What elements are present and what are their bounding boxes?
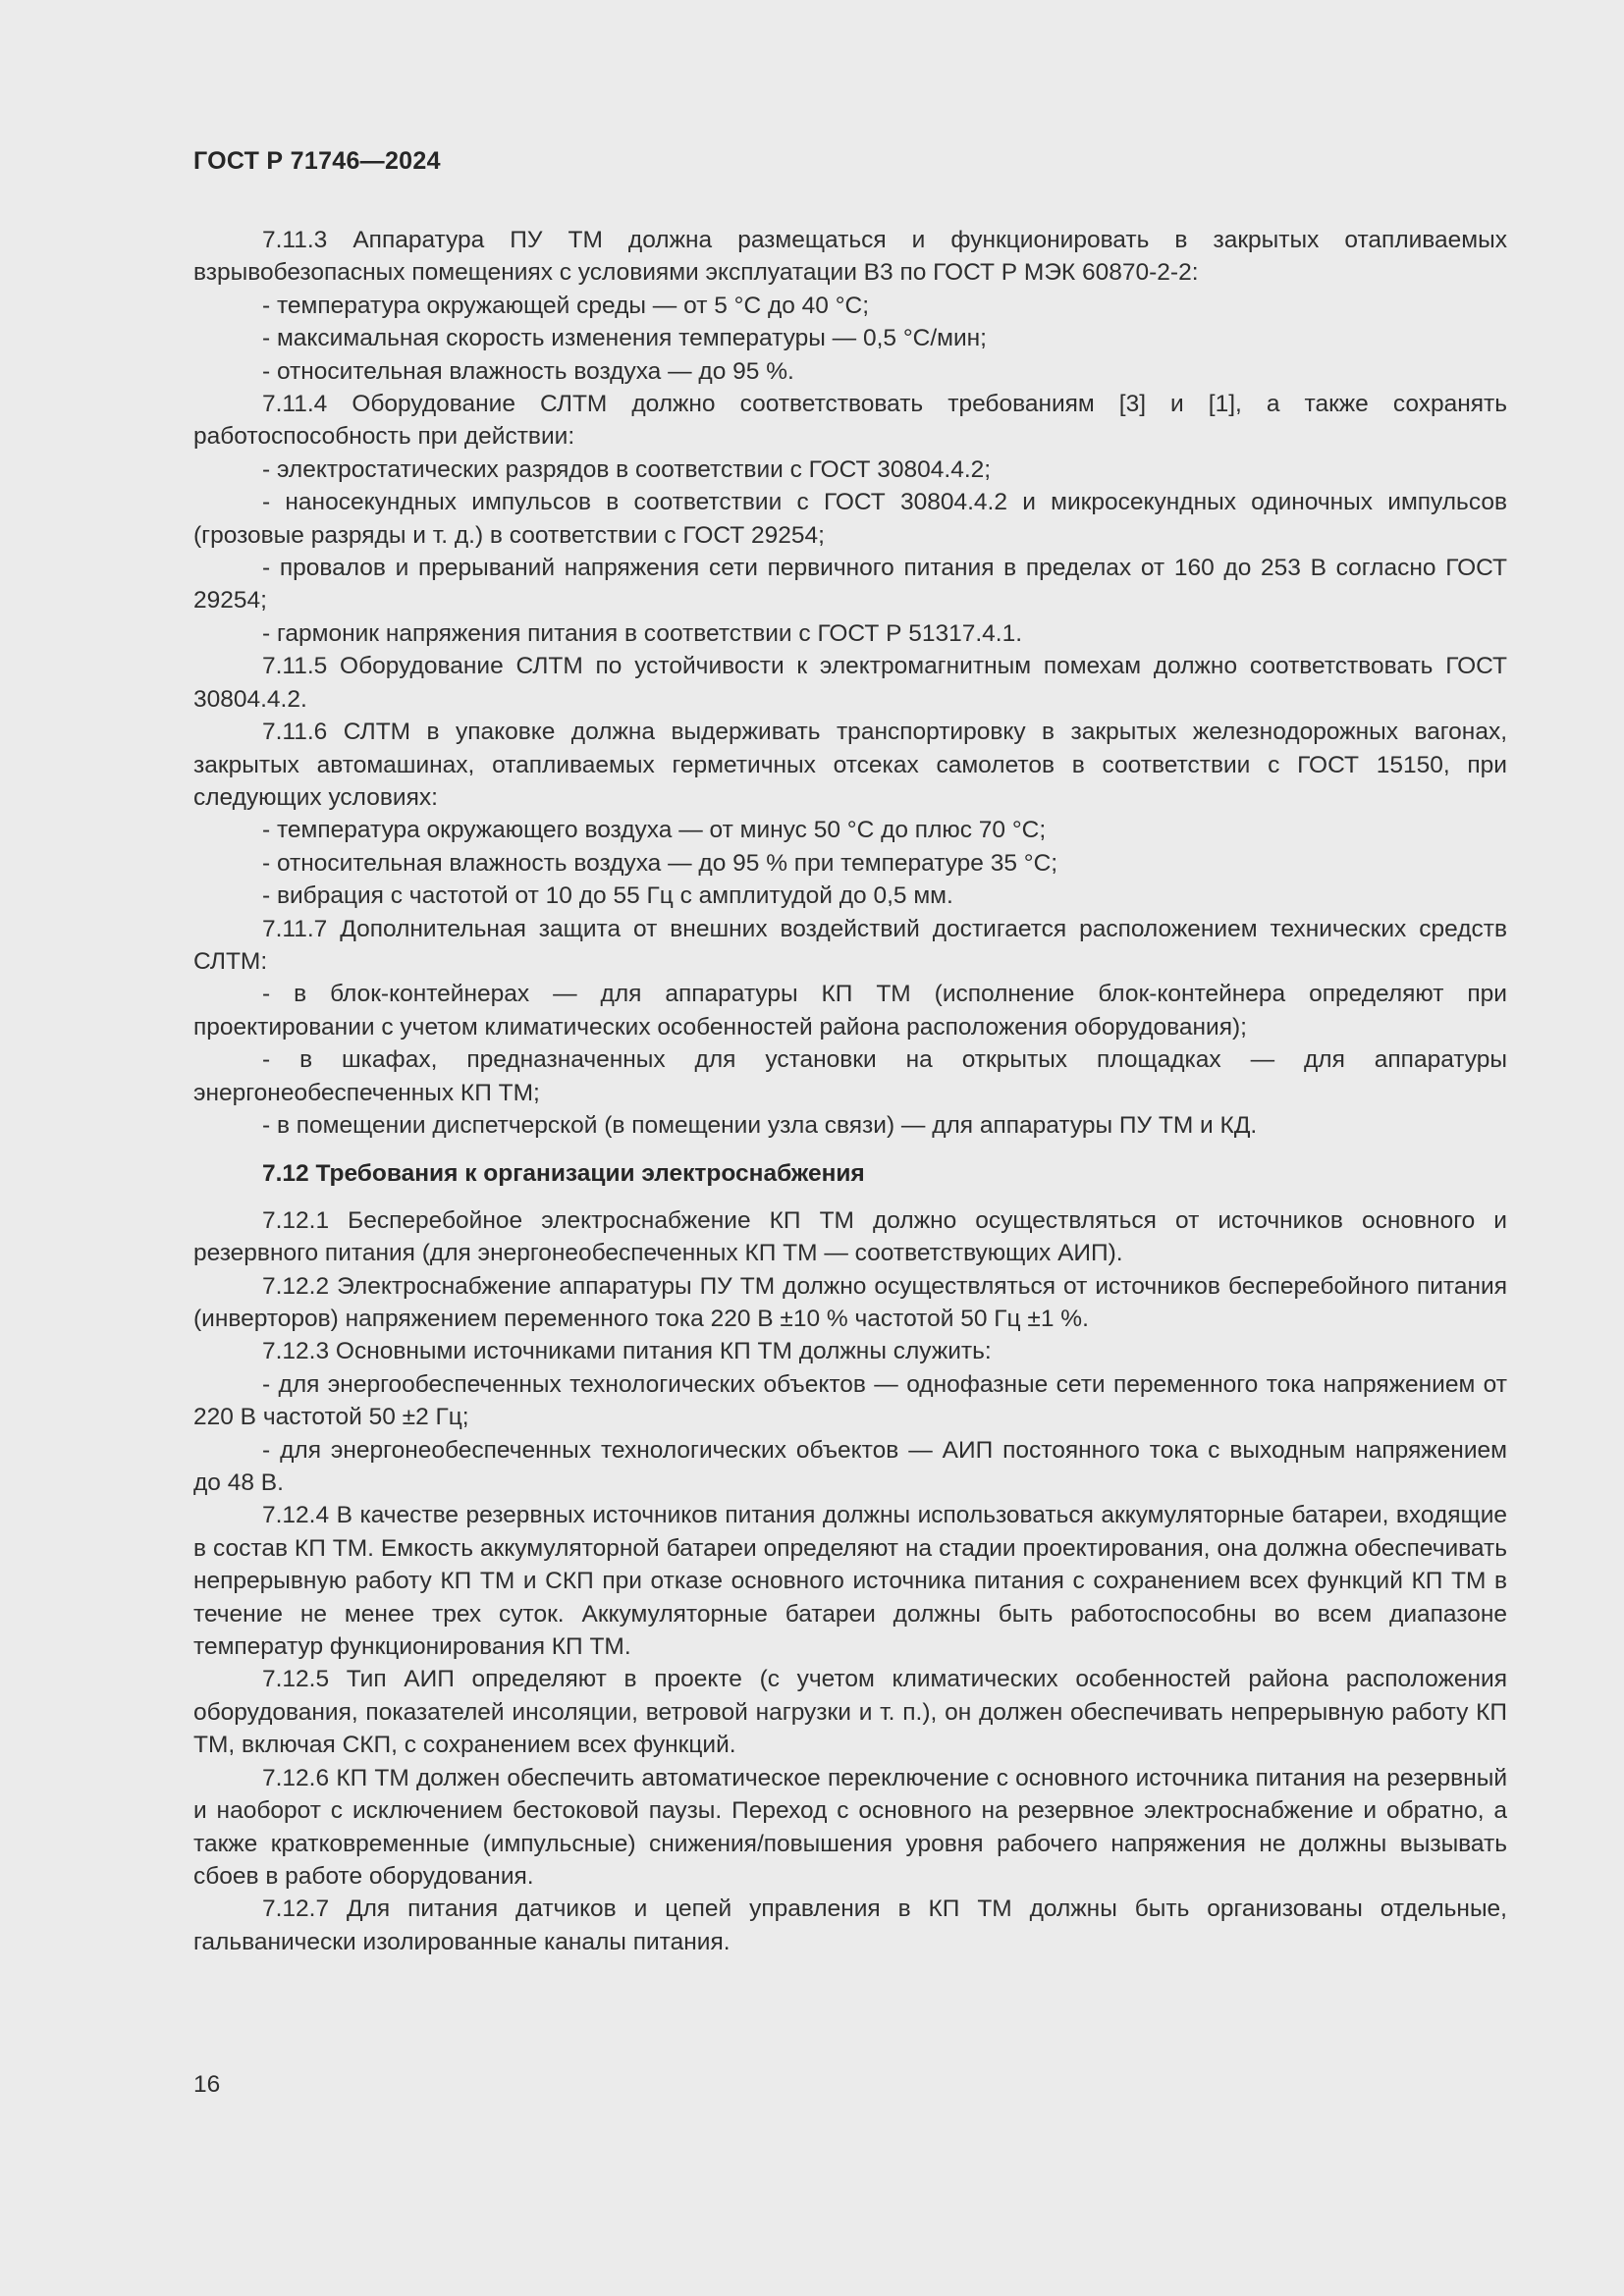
paragraph: 7.11.4 Оборудование СЛТМ должно соответствовать требованиям [3] и [1], а также сохранять работоспособность при действии: (193, 391, 1507, 451)
list-item: - в блок-контейнерах — для аппаратуры КП ТМ (исполнение блок-контейнера определяют при проектировании с учетом климатических особенностей района расположения оборудования); (193, 981, 1507, 1041)
list-item: - в помещении диспетчерской (в помещении узла связи) — для аппаратуры ПУ ТМ и КД. (262, 1111, 1258, 1139)
list-item: - относительная влажность воздуха — до 95 % при температуре 35 °С; (262, 849, 1058, 877)
paragraph: 7.12.7 Для питания датчиков и цепей управления в КП ТМ должны быть организованы отдельные, гальванически изолированные каналы питания. (193, 1896, 1507, 1955)
list-item: - для энергонеобеспеченных технологических объектов — АИП постоянного тока с выходным напряжением до 48 В. (193, 1436, 1507, 1497)
paragraph: 7.11.6 СЛТМ в упаковке должна выдерживать транспортировку в закрытых железнодорожных вагонах, закрытых автомашинах, отапливаемых герметичных отсеках самолетов в соответствии с ГОСТ 15150, при следующих условиях: (193, 719, 1507, 811)
paragraph: 7.12.4 В качестве резервных источников питания должны использоваться аккумуляторные батареи, входящие в состав КП ТМ. Емкость аккумуляторной батареи определяют на стадии проектирования, она должна обеспечивать непрерывную работу КП ТМ и СКП при отказе основного источника питания с сохранением всех функций КП ТМ в течение не менее трех суток. Аккумуляторные батареи должны быть работоспособны во всем диапазоне температур функционирования КП ТМ. (193, 1502, 1507, 1661)
paragraph: 7.11.7 Дополнительная защита от внешних воздействий достигается расположением технических средств СЛТМ: (193, 915, 1507, 975)
paragraph: 7.12.2 Электроснабжение аппаратуры ПУ ТМ должно осуществляться от источников бесперебойного питания (инверторов) напряжением переменного тока 220 В ±10 % частотой 50 Гц ±1 %. (193, 1272, 1507, 1332)
page-number: 16 (193, 2071, 221, 2098)
paragraph: 7.11.5 Оборудование СЛТМ по устойчивости к электромагнитным помехам должно соответствовать ГОСТ 30804.4.2. (193, 653, 1507, 713)
list-item: - электростатических разрядов в соответствии с ГОСТ 30804.4.2; (262, 455, 992, 483)
paragraph: 7.12.5 Тип АИП определяют в проекте (с учетом климатических особенностей района расположения оборудования, показателей инсоляции, ветровой нагрузки и т. п.), он должен обеспечивать непрерывную работу КП ТМ, включая СКП, с сохранением всех функций. (193, 1666, 1507, 1759)
paragraph: 7.12.3 Основными источниками питания КП ТМ должны служить: (262, 1338, 992, 1365)
paragraph: 7.12.6 КП ТМ должен обеспечить автоматическое переключение с основного источника питания на резервный и наоборот с исключением бестоковой паузы. Переход с основного на резервное электроснабжение и обратно, а также кратковременные (импульсные) снижения/повышения уровня рабочего напряжения не должны вызывать сбоев в работе оборудования. (193, 1764, 1507, 1890)
section-7-11-paragraphs (193, 224, 1507, 1142)
document-code-header: ГОСТ Р 71746—2024 (193, 147, 441, 175)
list-item: - вибрация с частотой от 10 до 55 Гц с амплитудой до 0,5 мм. (262, 882, 953, 910)
paragraph: 7.11.3 Аппаратура ПУ ТМ должна размещаться и функционировать в закрытых отапливаемых взрывобезопасных помещениях с условиями эксплуатации В3 по ГОСТ Р МЭК 60870-2-2: (193, 227, 1507, 287)
section-7-12-paragraphs (193, 1204, 1507, 1958)
paragraph: 7.12.1 Бесперебойное электроснабжение КП ТМ должно осуществляться от источников основного и резервного питания (для энергонеобеспеченных КП ТМ — соответствующих АИП). (193, 1206, 1507, 1267)
list-item: - температура окружающего воздуха — от минус 50 °С до плюс 70 °С; (262, 817, 1047, 844)
list-item: - гармоник напряжения питания в соответствии с ГОСТ Р 51317.4.1. (262, 619, 1023, 647)
list-item: - для энергообеспеченных технологических объектов — однофазные сети переменного тока напряжением от 220 В частотой 50 ±2 Гц; (193, 1370, 1507, 1431)
list-item: - относительная влажность воздуха — до 95 %. (262, 357, 794, 385)
list-item: - температура окружающей среды — от 5 °С до 40 °С; (262, 292, 870, 319)
list-item: - в шкафах, предназначенных для установки на открытых площадках — для аппаратуры энергонеобеспеченных КП ТМ; (193, 1046, 1507, 1106)
section-heading-7-12: 7.12 Требования к организации электроснабжения (262, 1160, 865, 1188)
list-item: - максимальная скорость изменения температуры — 0,5 °С/мин; (262, 325, 987, 352)
list-item: - наносекундных импульсов в соответствии с ГОСТ 30804.4.2 и микросекундных одиночных импульсов (грозовые разряды и т. д.) в соответствии с ГОСТ 29254; (193, 489, 1507, 549)
list-item: - провалов и прерываний напряжения сети первичного питания в пределах от 160 до 253 В согласно ГОСТ 29254; (193, 555, 1507, 614)
document-body (193, 224, 1507, 1958)
